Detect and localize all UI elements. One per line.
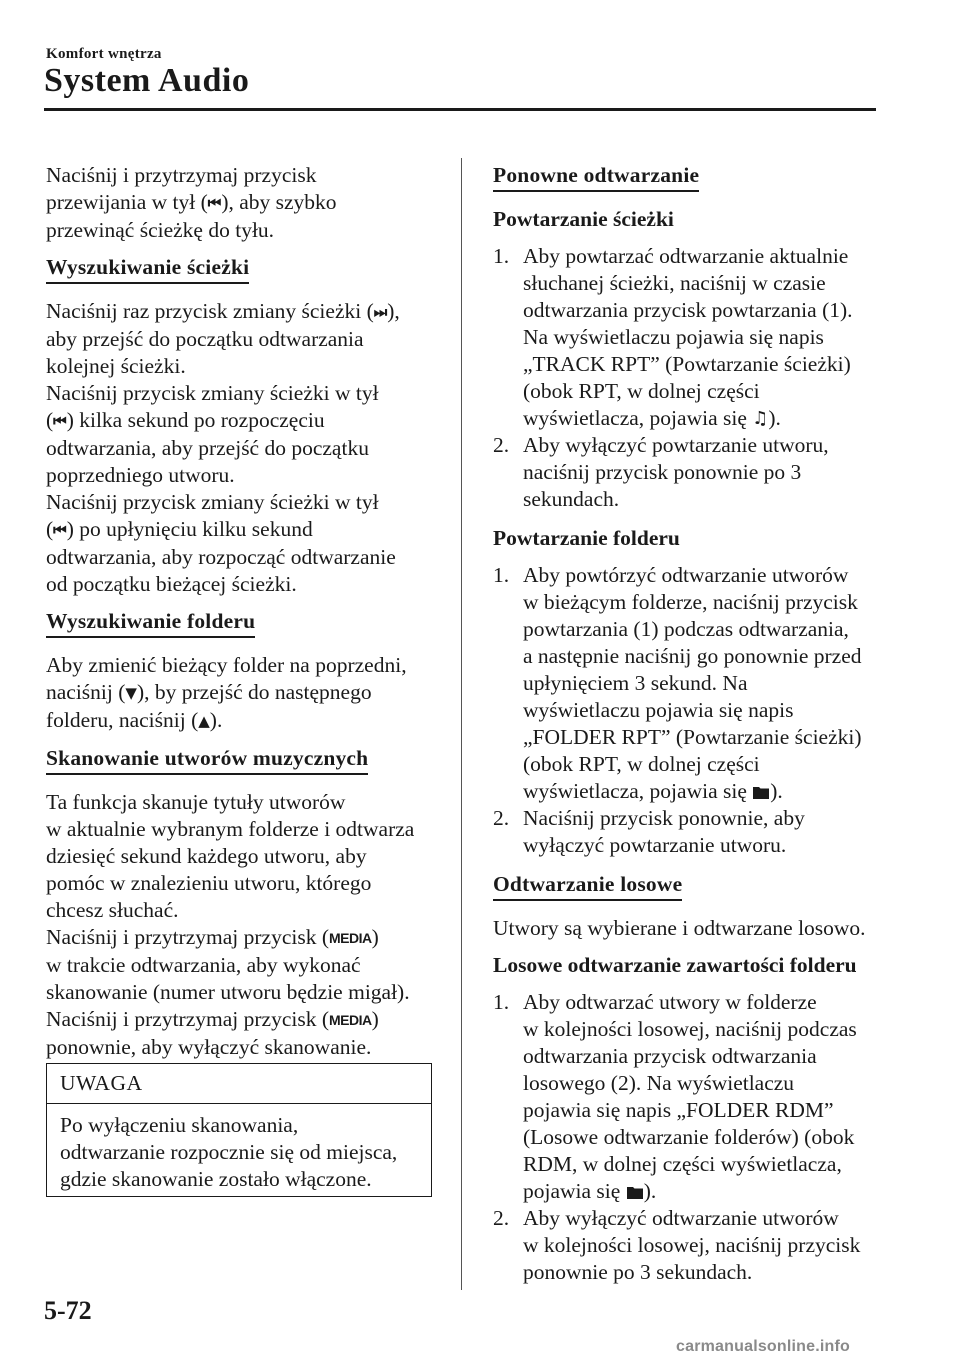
- subheading-folder-random: Losowe odtwarzanie zawartości folderu: [493, 953, 857, 977]
- paragraph-folder-change: Aby zmienić bieżący folder na poprzedni, naciśnij (▼ ), by przejść do następnego folderu, naciśnij (▲ ).: [46, 652, 438, 735]
- list-item: 1. Aby powtarzać odtwarzanie aktualnie słuchanej ścieżki, naciśnij w czasie odtwarzania przycisk powtarzania (1). Na wyświetlaczu pojawia się napis „TRACK RPT” (Powtarzanie ścieżki) (obok RPT, w dolnej części wyświetlacza, pojawia się ♫).: [493, 244, 853, 430]
- heading-repeat: Ponowne odtwarzanie: [493, 162, 699, 192]
- page-number: 5-72: [44, 1296, 92, 1325]
- folder-up-icon: ▲: [198, 712, 207, 730]
- list-item: 1. Aby powtórzyć odtwarzanie utworów w bieżącym folderze, naciśnij przycisk powtarzania (1) podczas odtwarzania, a następnie naciśnij go ponownie przed upłynięciem 3 sekund. Na wyświetlaczu pojawia się napis „FOLDER RPT” (Powtarzanie ścieżki) (obok RPT, w dolnej części wyświetlacza, pojawia się ).: [493, 563, 862, 803]
- paragraph-random-intro: Utwory są wybierane i odtwarzane losowo.: [493, 916, 866, 940]
- right-column: [493, 162, 893, 1298]
- list-item: 2. Aby wyłączyć odtwarzanie utworów w kolejności losowej, naciśnij przycisk ponownie po 3 sekundach.: [493, 1206, 861, 1284]
- list-item: 2. Naciśnij przycisk ponownie, aby wyłączyć powtarzanie utworu.: [493, 806, 805, 857]
- track-back-icon: ⏮: [53, 412, 64, 430]
- watermark: carmanualsonline.info: [676, 1338, 851, 1355]
- paragraph-fast-rewind: Naciśnij i przytrzymaj przycisk przewijania w tył (⏮ ), aby szybko przewinąć ścieżkę do tyłu.: [46, 163, 337, 242]
- folder-random-list: [493, 989, 893, 1286]
- note-heading: UWAGA: [47, 1064, 431, 1104]
- track-repeat-list: [493, 243, 893, 513]
- folder-icon: [627, 1185, 643, 1199]
- left-column: [46, 162, 438, 1061]
- section-label: Komfort wnętrza: [46, 46, 162, 62]
- paragraph-scan-stop: Naciśnij i przytrzymaj przycisk (MEDIA) ponownie, aby wyłączyć skanowanie.: [46, 1007, 379, 1059]
- media-button-icon: MEDIA: [329, 1012, 372, 1028]
- list-item: 1. Aby odtwarzać utwory w folderze w kolejności losowej, naciśnij podczas odtwarzania przycisk odtwarzania losowego (2). Na wyświetlaczu pojawia się napis „FOLDER RDM” (Losowe odtwarzanie folderów) (obok RDM, w dolnej części wyświetlacza, pojawia się ).: [493, 990, 857, 1203]
- header-rule: [44, 108, 876, 111]
- column-divider: [461, 158, 462, 1290]
- folder-repeat-list: [493, 562, 893, 859]
- folder-icon: [753, 785, 769, 799]
- media-button-icon: MEDIA: [329, 930, 372, 946]
- heading-random: Odtwarzanie losowe: [493, 871, 682, 901]
- note-body: Po wyłączeniu skanowania, odtwarzanie rozpocznie się od miejsca, gdzie skanowanie zostało włączone.: [60, 1113, 398, 1191]
- music-note-icon: ♫: [752, 408, 769, 429]
- page-title: System Audio: [44, 62, 250, 99]
- subheading-folder-repeat: Powtarzanie folderu: [493, 526, 680, 550]
- folder-down-icon: ▼: [125, 684, 134, 702]
- paragraph-track-restart: Naciśnij przycisk zmiany ścieżki w tył (⏮ ) po upłynięciu kilku sekund odtwarzania, aby rozpocząć odtwarzanie od początku bieżącej ścieżki.: [46, 490, 396, 596]
- heading-scan: Skanowanie utworów muzycznych: [46, 745, 368, 775]
- paragraph-scan-start: Naciśnij i przytrzymaj przycisk (MEDIA) w trakcie odtwarzania, aby wykonać skanowanie (numer utworu będzie migał).: [46, 925, 410, 1004]
- paragraph-scan-description: Ta funkcja skanuje tytuły utworów w aktualnie wybranym folderze i odtwarza dziesięć sekund każdego utworu, aby pomóc w znalezieniu utworu, którego chcesz słuchać.: [46, 790, 415, 922]
- heading-folder-search: Wyszukiwanie folderu: [46, 608, 255, 638]
- paragraph-track-next: Naciśnij raz przycisk zmiany ścieżki (⏭ ), aby przejść do początku odtwarzania kolejnej ścieżki.: [46, 299, 400, 378]
- subheading-track-repeat: Powtarzanie ścieżki: [493, 207, 674, 231]
- track-back-icon: ⏮: [207, 194, 219, 212]
- list-item: 2. Aby wyłączyć powtarzanie utworu, naciśnij przycisk ponownie po 3 sekundach.: [493, 433, 829, 511]
- note-box: [46, 1063, 432, 1197]
- heading-track-search: Wyszukiwanie ścieżki: [46, 254, 249, 284]
- track-forward-icon: ⏭: [373, 303, 385, 321]
- track-back-icon: ⏮: [53, 521, 64, 539]
- paragraph-track-previous: Naciśnij przycisk zmiany ścieżki w tył (⏮ ) kilka sekund po rozpoczęciu odtwarzania, aby przejść do początku poprzedniego utworu.: [46, 381, 379, 487]
